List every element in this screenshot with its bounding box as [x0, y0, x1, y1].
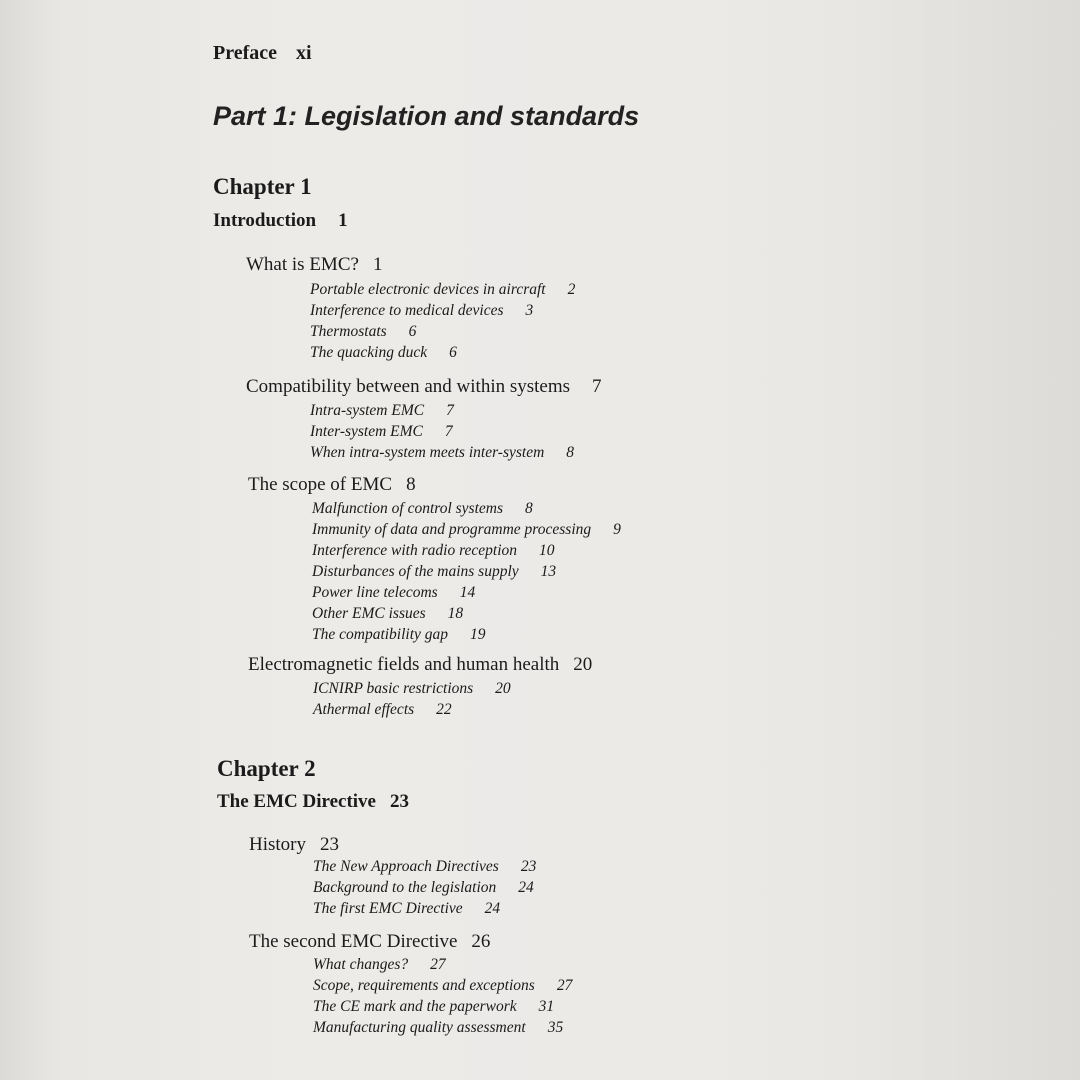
part-title: Part 1: Legislation and standards: [213, 101, 640, 131]
subsection-title: The first EMC Directive: [313, 900, 463, 917]
subsection-page: 35: [547, 1019, 564, 1036]
show-through-shadow: [840, 0, 1080, 1080]
subsection-page: 8: [566, 444, 575, 461]
subsection-entry: [313, 678, 511, 699]
subsection-page: 27: [430, 956, 446, 973]
subsection-title: Other EMC issues: [312, 605, 426, 622]
subsection-page: 7: [444, 423, 453, 440]
chapter-title-text: Introduction: [213, 210, 317, 231]
subsection-entry: [310, 279, 575, 300]
subsection-list: [312, 498, 621, 645]
subsection-page: 2: [567, 281, 576, 298]
subsection-page: 6: [408, 323, 417, 340]
subsection-entry: [312, 561, 621, 582]
section-entry: [249, 931, 490, 953]
subsection-page: 8: [525, 500, 533, 517]
section-page: 1: [372, 254, 383, 275]
subsection-title: Athermal effects: [313, 701, 415, 718]
subsection-page: 31: [538, 998, 555, 1015]
chapter-heading: Chapter 1: [213, 174, 312, 199]
subsection-entry: [312, 519, 621, 540]
section-page: 26: [471, 931, 491, 952]
chapter-title: [217, 791, 409, 813]
section-title: Electromagnetic fields and human health: [248, 654, 560, 675]
preface-label: Preface: [213, 42, 278, 64]
chapter-page: 1: [338, 210, 348, 231]
subsection-title: Background to the legislation: [313, 879, 497, 896]
subsection-entry: [313, 996, 572, 1017]
subsection-entry: [310, 300, 575, 321]
preface-page: xi: [296, 42, 312, 64]
subsection-title: ICNIRP basic restrictions: [313, 680, 474, 697]
section-title: Compatibility between and within systems: [246, 376, 571, 397]
subsection-entry: [310, 442, 574, 463]
subsection-page: 18: [447, 605, 464, 622]
subsection-entry: [313, 877, 536, 898]
subsection-entry: [313, 699, 511, 720]
subsection-list: [313, 954, 572, 1038]
chapter-title: [213, 210, 348, 232]
subsection-title: When intra-system meets inter-system: [310, 444, 545, 461]
subsection-page: 6: [449, 344, 457, 361]
subsection-entry: [310, 400, 574, 421]
subsection-title: Portable electronic devices in aircraft: [310, 281, 546, 298]
subsection-page: 7: [446, 402, 454, 419]
subsection-list: [313, 856, 536, 919]
section-entry: [246, 254, 382, 276]
subsection-page: 10: [539, 542, 555, 559]
subsection-entry: [312, 582, 621, 603]
subsection-title: The quacking duck: [310, 344, 428, 361]
subsection-entry: [313, 975, 572, 996]
subsection-page: 14: [459, 584, 476, 601]
subsection-title: Manufacturing quality assessment: [313, 1019, 526, 1036]
section-page: 23: [320, 834, 339, 855]
chapter-heading: Chapter 2: [217, 756, 316, 781]
section-title: History: [249, 834, 306, 855]
subsection-entry: [313, 898, 536, 919]
section-title: The second EMC Directive: [249, 931, 458, 952]
subsection-title: Scope, requirements and exceptions: [313, 977, 535, 994]
subsection-list: [313, 678, 511, 720]
section-title: The scope of EMC: [248, 474, 393, 495]
subsection-title: Inter-system EMC: [310, 423, 423, 440]
subsection-page: 24: [484, 900, 501, 917]
subsection-page: 24: [518, 879, 534, 896]
subsection-title: The New Approach Directives: [313, 858, 499, 875]
subsection-title: Thermostats: [310, 323, 387, 340]
subsection-entry: [313, 856, 536, 877]
section-entry: [248, 474, 416, 496]
subsection-title: Interference to medical devices: [310, 302, 504, 319]
section-entry: [249, 834, 339, 856]
subsection-entry: [313, 954, 572, 975]
subsection-entry: [312, 498, 621, 519]
subsection-entry: [310, 342, 575, 363]
subsection-entry: [310, 421, 574, 442]
subsection-title: Immunity of data and programme processing: [312, 521, 592, 538]
subsection-entry: [312, 540, 621, 561]
subsection-title: The CE mark and the paperwork: [313, 998, 517, 1015]
preface-entry: [213, 42, 312, 65]
subsection-title: The compatibility gap: [312, 626, 449, 643]
subsection-page: 3: [525, 302, 534, 319]
section-entry: [248, 654, 592, 676]
subsection-title: Intra-system EMC: [310, 402, 425, 419]
subsection-page: 22: [436, 701, 452, 718]
subsection-page: 9: [613, 521, 621, 538]
subsection-list: [310, 400, 574, 463]
section-page: 8: [406, 474, 416, 495]
section-page: 7: [592, 376, 602, 397]
subsection-title: What changes?: [313, 956, 409, 973]
subsection-page: 19: [470, 626, 486, 643]
section-title: What is EMC?: [246, 254, 359, 275]
subsection-entry: [313, 1017, 572, 1038]
subsection-title: Malfunction of control systems: [312, 500, 504, 517]
chapter-page: 23: [390, 791, 409, 812]
subsection-list: [310, 279, 575, 363]
subsection-page: 23: [520, 858, 537, 875]
subsection-entry: [312, 624, 621, 645]
section-page: 20: [573, 654, 593, 675]
subsection-title: Disturbances of the mains supply: [312, 563, 519, 580]
subsection-entry: [312, 603, 621, 624]
subsection-entry: [310, 321, 575, 342]
subsection-page: 13: [540, 563, 557, 580]
subsection-title: Power line telecoms: [312, 584, 438, 601]
chapter-title-text: The EMC Directive: [217, 791, 376, 812]
subsection-page: 20: [495, 680, 511, 697]
subsection-title: Interference with radio reception: [312, 542, 518, 559]
subsection-page: 27: [556, 977, 573, 994]
section-entry: [246, 376, 602, 398]
